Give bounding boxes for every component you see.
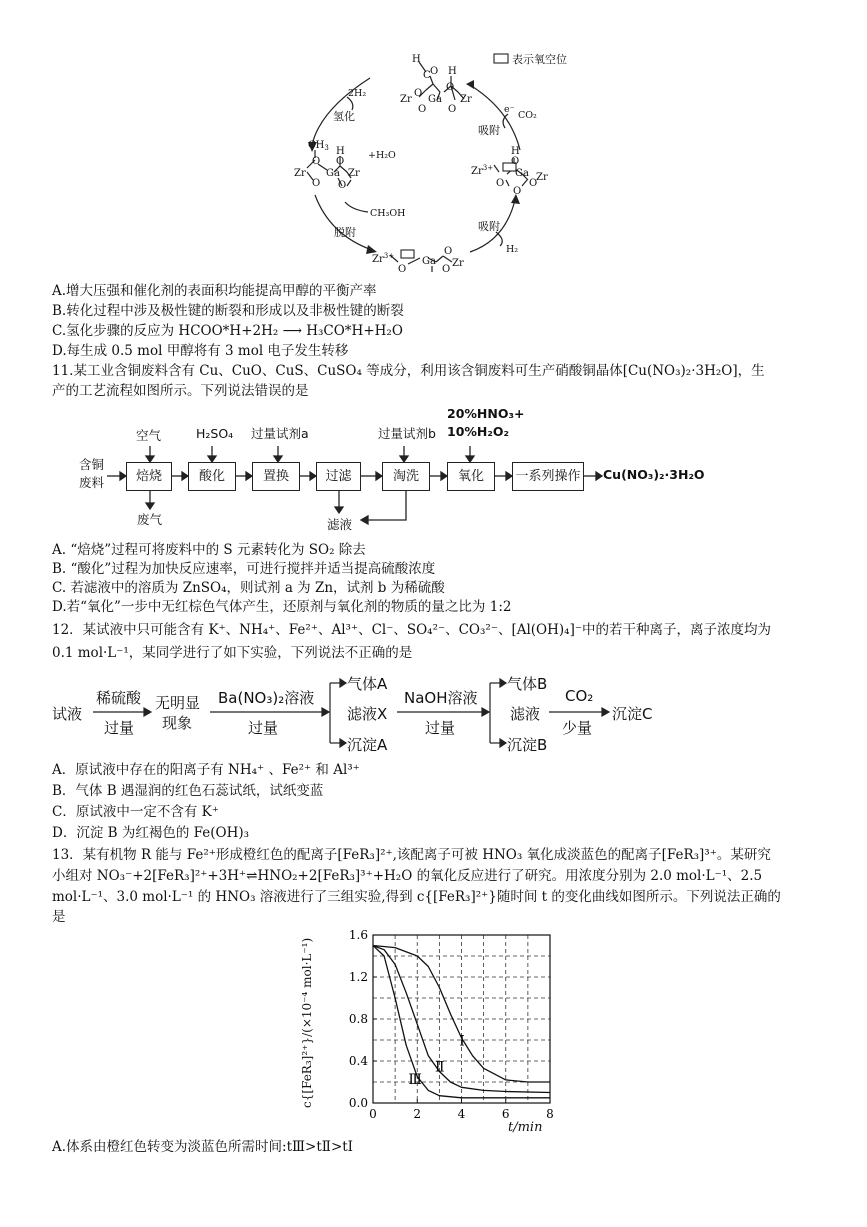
flow-filtrate: 滤液	[327, 517, 353, 532]
q12-r1-bottom: 过量	[104, 719, 135, 737]
label-plus-h2o: +H₂O	[368, 150, 396, 161]
q12-r2-top: Ba(NO₃)₂溶液	[218, 689, 315, 707]
svg-text:Ga: Ga	[428, 94, 442, 105]
flow-oxidant-line2: 10%H₂O₂	[447, 424, 509, 439]
svg-text:O: O	[511, 156, 520, 167]
flow-step-series: 一系列操作	[512, 462, 584, 491]
chart-y-tick-label: 1.6	[348, 928, 368, 942]
flow-step-acidify: 酸化	[188, 462, 236, 491]
q11-option-b: B. “酸化”过程为加快反应速率，可进行搅拌并适当提高硫酸浓度	[52, 561, 436, 577]
svg-text:O: O	[414, 88, 423, 99]
q13-stem-line1: 13．某有机物 R 能与 Fe²⁺形成橙红色的配离子[FeR₃]²⁺,该配离子可被 HNO₃ 氧化成淡蓝色的配离子[FeR₃]³⁺。某研究	[52, 847, 771, 863]
label-adsorb-bottom: 吸附	[478, 220, 500, 233]
svg-text:CH3: $CH_3$	[308, 140, 329, 152]
q11-option-d: D.若“氧化”一步中无红棕色气体产生，还原剂与氧化剂的物质的量之比为 1:2	[52, 599, 512, 615]
svg-text:Zr3+: $Zr^{3+}$	[372, 252, 395, 265]
chart-x-tick-label: 2	[413, 1107, 422, 1121]
q12-r3-bottom: 过量	[425, 719, 456, 737]
svg-text:Zr: Zr	[452, 258, 464, 269]
svg-text:H: H	[336, 146, 345, 157]
svg-text:O: O	[312, 156, 321, 167]
svg-text:Zr: Zr	[348, 168, 360, 179]
svg-text:O: O	[398, 264, 407, 275]
svg-text:H: H	[511, 146, 520, 157]
q12-option-c: C．原试液中一定不含有 K⁺	[52, 804, 219, 820]
q10-option-b: B.转化过程中涉及极性键的断裂和形成以及非极性键的断裂	[52, 303, 404, 319]
chart-series-label: Ⅰ	[459, 1033, 465, 1050]
svg-text:O: O	[336, 156, 345, 167]
flow-start-line1: 含铜	[79, 457, 105, 472]
chart-series-label: Ⅲ	[408, 1072, 422, 1089]
svg-text:Ga: Ga	[422, 256, 436, 267]
q12-n1-line1: 无明显	[155, 694, 201, 712]
svg-text:H: H	[448, 66, 457, 77]
svg-text:Ga: Ga	[326, 168, 340, 179]
q12-r4-top: CO₂	[565, 687, 594, 705]
label-co2: CO₂	[518, 110, 537, 121]
flow-start-line2: 废料	[79, 475, 105, 490]
q11-stem-line2: 产的工艺流程如图所示。下列说法错误的是	[52, 383, 309, 399]
svg-text:O: O	[430, 66, 439, 77]
svg-text:O: O	[446, 82, 455, 93]
svg-text:O: O	[338, 180, 347, 191]
chart-xlabel: t/min	[508, 1120, 543, 1135]
svg-text:O: O	[444, 246, 453, 257]
svg-text:Zr: Zr	[400, 94, 412, 105]
svg-text:H: H	[412, 54, 421, 65]
chart-series-label: Ⅱ	[434, 1059, 445, 1076]
q12-stem-line2: 0.1 mol·L⁻¹，某同学进行了如下实验，下列说法不正确的是	[52, 645, 413, 661]
flow-reagent-b: 过量试剂b	[378, 426, 436, 441]
label-h2: H₂	[506, 244, 519, 255]
label-2h2: 2H₂	[348, 88, 367, 99]
flow-reagent-a: 过量试剂a	[251, 426, 309, 441]
q13-option-a: A.体系由橙红色转变为淡蓝色所需时间:tⅢ>tⅡ>tⅠ	[52, 1139, 354, 1155]
q12-precip-b: 沉淀B	[507, 736, 548, 754]
chart-x-tick-label: 4	[457, 1107, 466, 1121]
flow-product: Cu(NO₃)₂·3H₂O	[603, 467, 705, 482]
q12-r2-bottom: 过量	[248, 719, 279, 737]
q10-option-c: C.氢化步骤的反应为 HCOO*H+2H₂ ⟶ H₃CO*H+H₂O	[52, 323, 403, 339]
q11-option-c: C. 若滤液中的溶质为 ZnSO₄，则试剂 a 为 Zn，试剂 b 为稀硫酸	[52, 580, 445, 596]
flow-waste-gas: 废气	[137, 512, 163, 527]
q12-r3-top: NaOH溶液	[404, 689, 478, 707]
label-desorb: 脱附	[334, 226, 356, 239]
q12-precip-c: 沉淀C	[612, 705, 653, 723]
chart-x-tick-label: 8	[546, 1107, 554, 1121]
svg-text:C: C	[423, 70, 431, 81]
q12-option-b: B．气体 B 遇湿润的红色石蕊试纸，试纸变蓝	[52, 783, 324, 799]
flow-h2so4: H₂SO₄	[196, 426, 234, 441]
q13-stem-line4: 是	[52, 909, 66, 925]
svg-text:Zr: Zr	[460, 94, 472, 105]
flow-air: 空气	[136, 428, 162, 443]
q10-option-a: A.增大压强和催化剂的表面积均能提高甲醇的平衡产率	[52, 283, 377, 299]
svg-text:O: O	[513, 186, 522, 197]
q12-filtrate-x: 滤液X	[347, 705, 388, 723]
chart-y-tick-label: 1.2	[348, 970, 368, 984]
svg-text:O: O	[496, 178, 505, 189]
q12-option-a: A．原试液中存在的阳离子有 NH₄⁺ 、Fe²⁺ 和 Al³⁺	[52, 762, 360, 778]
flow-step-filter: 过滤	[316, 462, 361, 491]
q13-stem-line2: 小组对 NO₃⁻+2[FeR₃]²⁺+3H⁺⇌HNO₂+2[FeR₃]³⁺+H₂O 的氧化反应进行了研究。用浓度分别为 2.0 mol·L⁻¹、2.5	[52, 868, 763, 884]
svg-text:Zr: Zr	[294, 168, 306, 179]
q13-stem-line3: mol·L⁻¹、3.0 mol·L⁻¹ 的 HNO₃ 溶液进行了三组实验,得到 c{[FeR₃]²⁺}随时间 t 的变化曲线如图所示。下列说法正确的	[52, 889, 781, 905]
q11-stem-line1: 11.某工业含铜废料含有 Cu、CuO、CuS、CuSO₄ 等成分，利用该含铜废料可生产硝酸铜晶体[Cu(NO₃)₂·3H₂O]，生	[52, 363, 765, 379]
q12-stem-line1: 12．某试液中只可能含有 K⁺、NH₄⁺、Fe²⁺、Al³⁺、Cl⁻、SO₄²⁻、CO₃²⁻、[Al(OH)₄]⁻中的若干种离子，离子浓度均为	[52, 622, 771, 638]
svg-text:Zr3+: $Zr^{3+}$	[471, 164, 494, 177]
label-hydrogenation: 氢化	[333, 110, 355, 123]
chart-x-tick-label: 0	[369, 1107, 377, 1121]
q12-r1-top: 稀硫酸	[96, 689, 142, 707]
q10-option-d: D.每生成 0.5 mol 甲醇将有 3 mol 电子发生转移	[52, 343, 349, 359]
label-ch3oh: CH₃OH	[370, 208, 406, 219]
q12-precip-a: 沉淀A	[347, 736, 388, 754]
chart-ylabel: c{[FeR₃]²⁺}/(×10⁻⁴ mol·L⁻¹)	[300, 937, 314, 1108]
flow-oxidant-line1: 20%HNO₃+	[447, 406, 525, 421]
flow-step-oxidize: 氧化	[447, 462, 495, 491]
flow-step-replace: 置换	[252, 462, 300, 491]
label-electron: e⁻	[504, 104, 515, 115]
q12-n1-line2: 现象	[162, 714, 193, 732]
q12-gas-b: 气体B	[507, 675, 548, 693]
svg-text:O: O	[442, 264, 451, 275]
flow-step-wash: 淘洗	[382, 462, 430, 491]
svg-text:O: O	[418, 104, 427, 115]
q12-gas-a: 气体A	[347, 675, 388, 693]
svg-text:Zr: Zr	[536, 172, 548, 183]
q11-option-a: A. “焙烧”过程可将废料中的 S 元素转化为 SO₂ 除去	[52, 542, 366, 558]
q12-option-d: D．沉淀 B 为红褐色的 Fe(OH)₃	[52, 825, 250, 841]
legend-text: 表示氧空位	[512, 53, 567, 66]
svg-text:O: O	[312, 178, 321, 189]
q12-start: 试液	[52, 705, 83, 723]
chart-y-tick-label: 0.4	[348, 1054, 368, 1068]
svg-text:O: O	[529, 178, 538, 189]
q12-r4-bottom: 少量	[562, 719, 593, 737]
svg-text:Ga: Ga	[515, 168, 529, 179]
flow-step-roast: 焙烧	[126, 462, 172, 491]
chart-x-tick-label: 6	[501, 1107, 510, 1121]
chart-y-tick-label: 0.8	[348, 1012, 368, 1026]
label-adsorb-top: 吸附	[478, 124, 500, 137]
svg-text:O: O	[448, 104, 457, 115]
q12-filtrate: 滤液	[510, 705, 541, 723]
chart-y-tick-label: 0.0	[348, 1096, 368, 1110]
